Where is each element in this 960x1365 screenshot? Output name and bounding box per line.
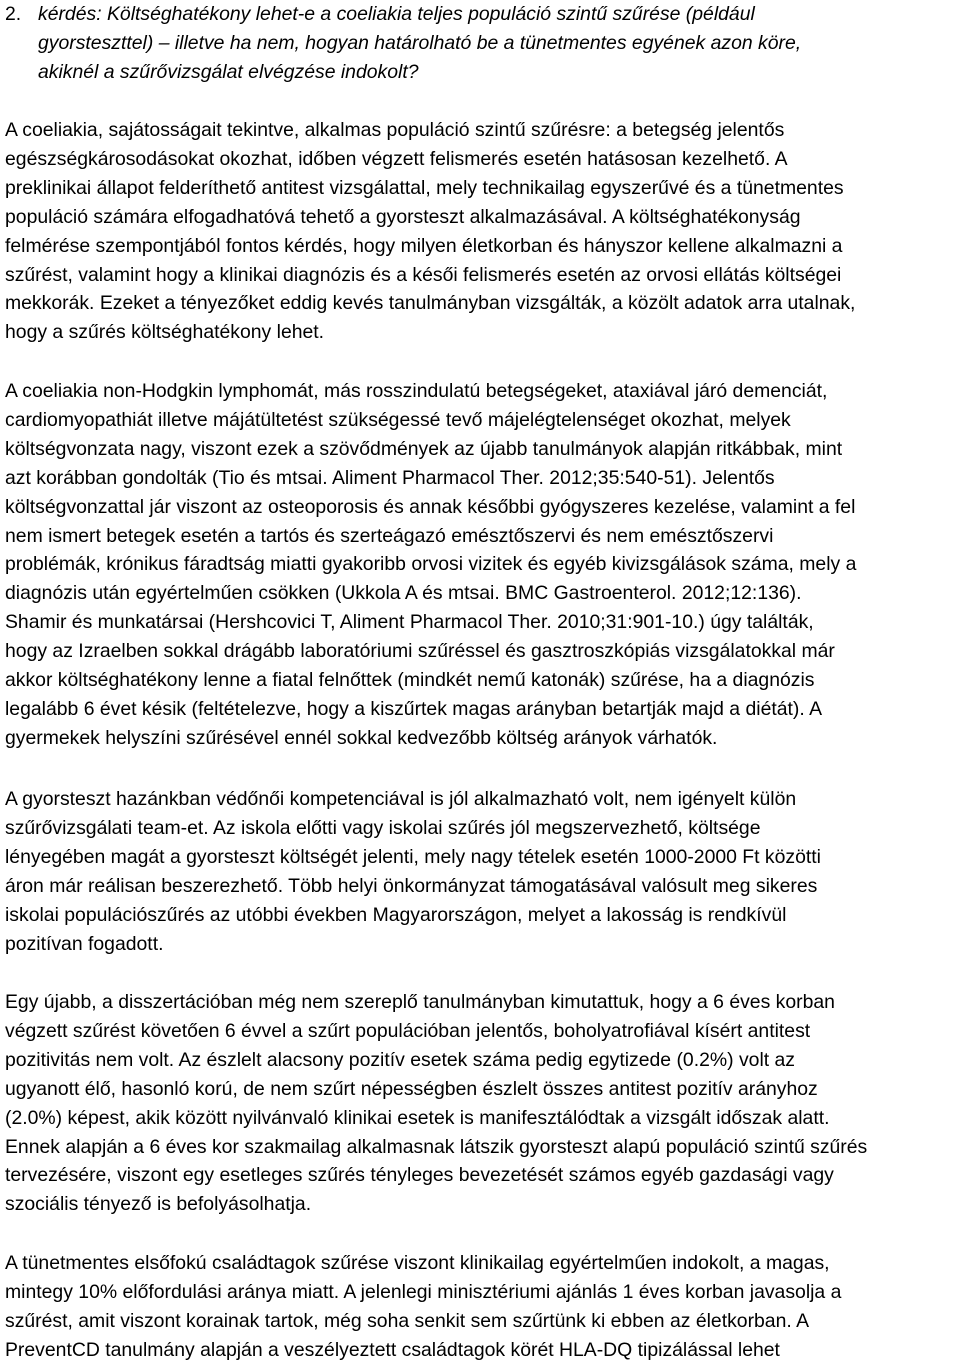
question-heading <box>5 0 955 87</box>
paragraph-line: szűrést, amit viszont korainak tartok, még soha senkit sem szűrtünk ki ebben az életkorban. A <box>5 1309 810 1332</box>
paragraph-line: mekkorák. Ezeket a tényezőket eddig kevés tanulmányban vizsgálták, a közölt adatok arra utalnak, <box>5 292 856 315</box>
paragraph-line: A coeliakia, sajátosságait tekintve, alkalmas populáció szintű szűrésre: a betegség jelentős <box>5 119 785 141</box>
paragraph-complication-costs <box>5 377 955 753</box>
question-line: kérdés: Költséghatékony lehet-e a coeliakia teljes populáció szintű szűrése (például <box>38 3 755 26</box>
paragraph-line: lényegében magát a gyorsteszt költségét jelenti, mely nagy tételek esetén 1000-2000 Ft közötti <box>5 845 821 868</box>
paragraph-line: diagnózis után egyértelműen csökken (Ukkola A és mtsai. BMC Gastroenterol. 2012;12:136). <box>5 582 802 605</box>
question-number: 2. <box>5 3 22 25</box>
paragraph-line: tervezésére, viszont egy esetleges szűrés tényleges bevezetését számos egyéb gazdasági vagy <box>5 1164 834 1187</box>
paragraph-line: gyermekek helyszíni szűrésével ennél sokkal kedvezőbb költség arányok várhatók. <box>5 726 718 749</box>
paragraph-line: nem ismert betegek esetén a tartós és szerteágazó emésztőszervi és nem emésztőszervi <box>5 524 774 547</box>
paragraph-line: mintegy 10% előfordulási aránya miatt. A jelenlegi minisztériumi ajánlás 1 éves korban javasolja a <box>5 1280 842 1303</box>
paragraph-line: Egy újabb, a disszertációban még nem szereplő tanulmányban kimutattuk, hogy a 6 éves korban <box>5 991 835 1013</box>
paragraph-line: preklinikai állapot felderíthető antitest vizsgálattal, mely technikailag egyszerűvé és a tünetmentes <box>5 176 844 199</box>
paragraph-family-screening <box>5 1249 955 1365</box>
paragraph-line: Ennek alapján a 6 éves kor szakmailag alkalmasnak látszik gyorsteszt alapú populáció szintű szűrés <box>5 1135 868 1158</box>
question-text <box>5 0 955 87</box>
paragraph-line: áron már reálisan beszerezhető. Több helyi önkormányzat támogatásával valósult meg sikeres <box>5 874 818 897</box>
paragraph-line: A coeliakia non-Hodgkin lymphomát, más rosszindulatú betegségeket, ataxiával járó demenciát, <box>5 380 828 402</box>
paragraph-screening-suitability <box>5 116 955 347</box>
paragraph-line: pozitivitás nem volt. Az észlelt alacsony pozitív esetek száma pedig egytizede (0.2%) volt az <box>5 1048 796 1071</box>
paragraph-line: hogy a szűrés költséghatékony lehet. <box>5 321 325 344</box>
paragraph-line: hogy az Izraelben sokkal drágább laboratóriumi szűréssel és gasztroszkópiás vizsgálatokkal már <box>5 640 835 663</box>
paragraph-line: (2.0%) képest, akik között nyilvánvaló klinikai esetek is manifesztálódtak a vizsgált időszak alatt. <box>5 1106 830 1129</box>
paragraph-line: szűrővizsgálati team-et. Az iskola előtti vagy iskolai szűrés jól megszervezhető, költsége <box>5 816 761 839</box>
paragraph-line: cardiomyopathiát illetve májátültetést szükségessé tevő májelégtelenséget okozhat, melyek <box>5 408 791 431</box>
paragraph-line: egészségkárosodásokat okozhat, időben végzett felismerés esetén hatásosan kezelhető. A <box>5 147 788 170</box>
paragraph-line: A tünetmentes elsőfokú családtagok szűrése viszont klinikailag egyértelműen indokolt, a magas, <box>5 1252 830 1274</box>
paragraph-line: költségvonzata nagy, viszont ezek a szövődmények az újabb tanulmányok alapján ritkábbak, mint <box>5 437 843 460</box>
paragraph-line: problémák, krónikus fáradtság miatti gyakoribb orvosi vizitek és egyéb kivizsgálások száma, mely a <box>5 553 857 576</box>
paragraph-line: felmérése szempontjából fontos kérdés, hogy milyen életkorban és hányszor kellene alkalmazni a <box>5 234 843 257</box>
paragraph-line: végzett szűrést követően 6 évvel a szűrt populációban jelentős, boholyatrofiával kísért antitest <box>5 1019 811 1042</box>
paragraph-line: Shamir és munkatársai (Hershcovici T, Aliment Pharmacol Ther. 2010;31:901-10.) úgy találták, <box>5 611 814 634</box>
paragraph-line: szűrést, valamint hogy a klinikai diagnózis és a késői felismerés esetén az orvosi ellátás költségei <box>5 263 842 286</box>
paragraph-line: pozitívan fogadott. <box>5 932 164 955</box>
paragraph-line: A gyorsteszt hazánkban védőnői kompetenciával is jól alkalmazható volt, nem igényelt külön <box>5 788 797 810</box>
paragraph-line: azt korábban gondolták (Tio és mtsai. Aliment Pharmacol Ther. 2012;35:540-51). Jelentős <box>5 466 775 489</box>
paragraph-line: ugyanott élő, hasonló korú, de nem szűrt népességben észlelt összes antitest pozitív arányhoz <box>5 1077 818 1100</box>
paragraph-line: szociális tényező is befolyásolhatja. <box>5 1193 312 1216</box>
paragraph-line: költségvonzattal jár viszont az osteoporosis és annak későbbi gyógyszeres kezelése, valamint a fel <box>5 495 856 518</box>
paragraph-line: akkor költséghatékony lenne a fiatal felnőttek (mindkét nemű katonák) szűrése, ha a diagnózis <box>5 669 815 692</box>
paragraph-new-study <box>5 988 955 1219</box>
paragraph-line: legalább 6 évet késik (feltételezve, hogy a kiszűrtek magas arányban betartják majd a diétát). A <box>5 697 823 720</box>
question-line: gyorsteszttel) – illetve ha nem, hogyan határolható be a tünetmentes egyének azon köre, <box>38 31 802 54</box>
paragraph-line: PreventCD tanulmány alapján a veszélyeztett családtagok körét HLA-DQ tipizálással lehet <box>5 1338 780 1361</box>
paragraph-line: populáció számára elfogadhatóvá tehető a gyorsteszt alkalmazásával. A költséghatékonyság <box>5 205 801 228</box>
paragraph-rapid-test <box>5 785 955 958</box>
paragraph-line: iskolai populációszűrés az utóbbi években Magyarországon, melyet a lakosság is rendkívül <box>5 903 787 926</box>
question-line: akiknél a szűrővizsgálat elvégzése indokolt? <box>38 60 419 83</box>
